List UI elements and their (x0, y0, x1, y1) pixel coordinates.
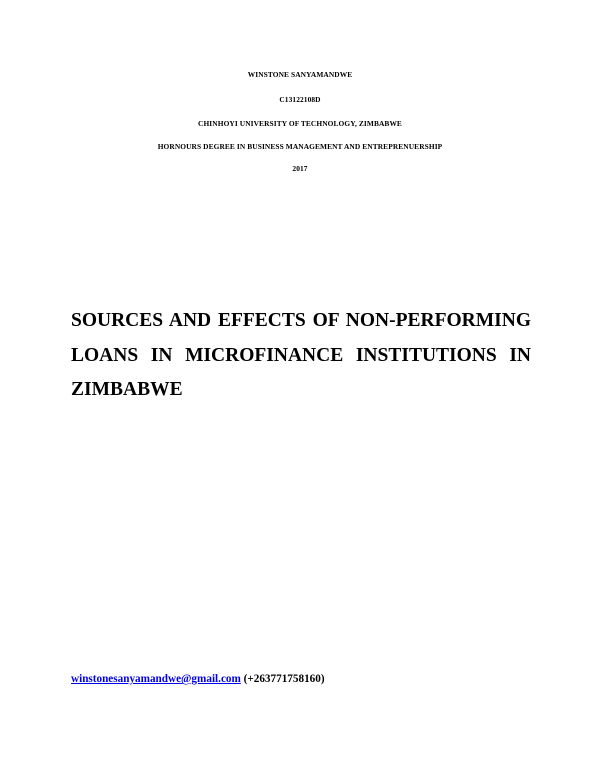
institution-name: CHINHOYI UNIVERSITY OF TECHNOLOGY, ZIMBABWE (198, 119, 402, 128)
year: 2017 (292, 164, 308, 173)
student-id: C13122108D (279, 95, 321, 104)
phone-number: (+263771758160) (243, 673, 325, 685)
contact-line (71, 673, 325, 686)
document-title (71, 304, 531, 408)
title-line-3: ZIMBABWE (71, 379, 183, 400)
title-line-1: SOURCES AND EFFECTS OF NON-PERFORMING (71, 310, 531, 331)
email-link[interactable]: winstonesanyamandwe@gmail.com (71, 673, 241, 685)
degree-name: HORNOURS DEGREE IN BUSINESS MANAGEMENT AND ENTREPRENUERSHIP (157, 142, 443, 151)
author-name: WINSTONE SANYAMANDWE (247, 70, 353, 79)
title-line-2: LOANS IN MICROFINANCE INSTITUTIONS IN (71, 344, 531, 366)
